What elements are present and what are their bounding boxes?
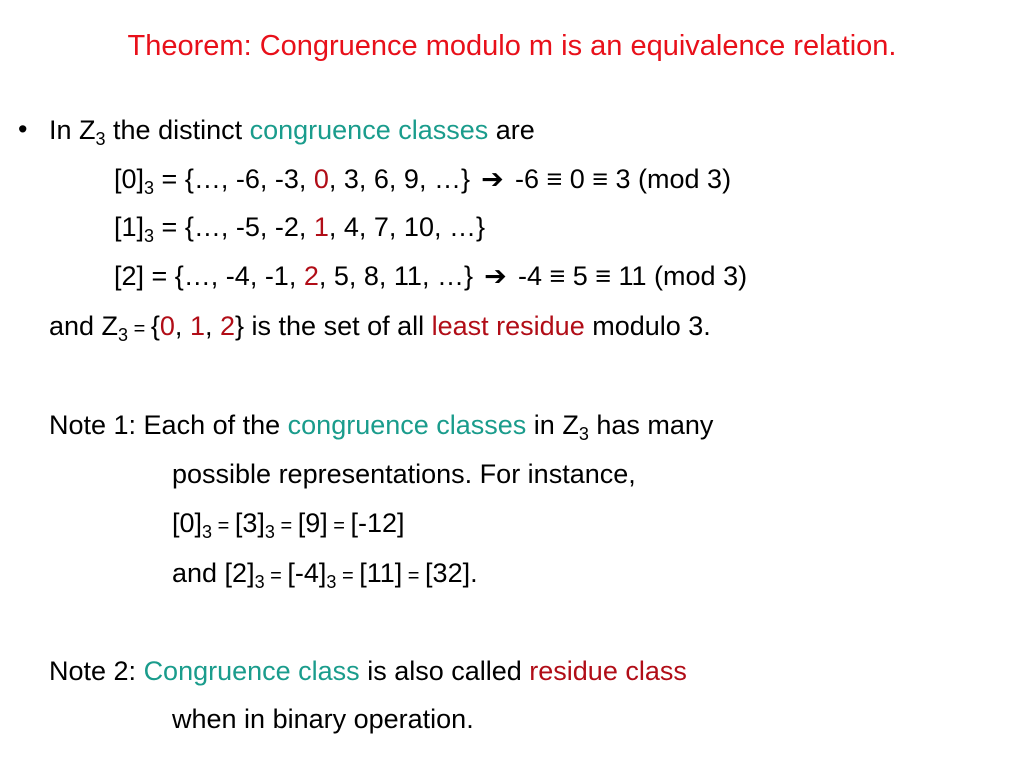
equals-sign: = xyxy=(274,515,298,537)
equals-sign: = xyxy=(336,565,360,587)
separator: , xyxy=(204,311,220,341)
rep-term: and [2] xyxy=(172,558,255,588)
intro-subscript: 3 xyxy=(95,129,106,149)
class-2-set: , 5, 8, 11, …} xyxy=(318,261,473,291)
class-2-line xyxy=(114,260,747,292)
slide-title: Theorem: Congruence modulo m is an equivalence relation. xyxy=(127,30,897,62)
class-1-label: [1] xyxy=(114,212,145,242)
arrow-right-icon: ➔ xyxy=(484,261,507,291)
residue-value-1: 1 xyxy=(189,311,205,341)
note-1-text: has many xyxy=(588,410,714,440)
equals-sign: = xyxy=(327,515,351,537)
equals-sign: = xyxy=(212,515,235,537)
note-1-line-2: possible representations. For instance, xyxy=(172,459,636,489)
note-1-text: Note 1: Each of the xyxy=(49,410,288,440)
rep-term: [-4] xyxy=(287,558,327,588)
note-1-text: in Z xyxy=(526,410,579,440)
highlight-residue-class: residue class xyxy=(529,656,687,686)
highlight-congruence-classes: congruence classes xyxy=(249,115,489,145)
rep-term: [-12] xyxy=(350,508,405,538)
class-0-set: , 3, 6, 9, …} xyxy=(328,164,470,194)
intro-text: In Z xyxy=(49,115,96,145)
class-0-residue: 0 xyxy=(313,164,329,194)
highlight-least-residue: least residue xyxy=(431,311,585,341)
representation-line-2 xyxy=(172,557,478,592)
residue-subscript: 3 xyxy=(118,325,129,345)
rep-term: [32]. xyxy=(425,558,478,588)
equals-sign: = xyxy=(128,318,151,340)
arrow-right-icon: ➔ xyxy=(481,164,504,194)
residue-text: and Z xyxy=(49,311,119,341)
residue-line xyxy=(49,310,711,345)
note-2-text: Note 2: xyxy=(49,656,144,686)
note-1-line xyxy=(49,409,714,444)
brace-open: { xyxy=(150,311,160,341)
class-2-congruence: -4 ≡ 5 ≡ 11 (mod 3) xyxy=(510,261,748,291)
intro-text: the distinct xyxy=(105,115,250,145)
rep-term: [11] xyxy=(359,558,403,588)
rep-term: [0] xyxy=(172,508,203,538)
class-1-residue: 1 xyxy=(313,212,329,242)
residue-text: } is the set of all xyxy=(235,311,432,341)
class-1-subscript: 3 xyxy=(144,226,155,246)
class-0-set: = {…, -6, -3, xyxy=(154,164,314,194)
note-1-subscript: 3 xyxy=(578,424,589,444)
note-2-text: is also called xyxy=(359,656,530,686)
class-2-residue: 2 xyxy=(303,261,319,291)
class-2-set: [2] = {…, -4, -1, xyxy=(114,261,304,291)
representation-line-1 xyxy=(172,507,405,542)
residue-text: modulo 3. xyxy=(584,311,711,341)
class-1-set: = {…, -5, -2, xyxy=(154,212,314,242)
residue-value-0: 0 xyxy=(159,311,175,341)
residue-value-2: 2 xyxy=(219,311,236,341)
rep-subscript: 3 xyxy=(254,572,265,592)
class-0-subscript: 3 xyxy=(144,178,155,198)
highlight-congruence-classes: congruence classes xyxy=(287,410,527,440)
class-1-set: , 4, 7, 10, …} xyxy=(328,212,485,242)
rep-term: [3] xyxy=(234,508,265,538)
equals-sign: = xyxy=(402,565,426,587)
rep-subscript: 3 xyxy=(326,572,337,592)
intro-line xyxy=(49,114,535,149)
note-2-line xyxy=(49,655,687,687)
separator: , xyxy=(174,311,190,341)
class-0-line xyxy=(114,163,732,198)
rep-term: [9] xyxy=(297,508,328,538)
rep-subscript: 3 xyxy=(202,522,213,542)
intro-text: are xyxy=(488,115,535,145)
bullet-icon: • xyxy=(18,114,28,144)
equals-sign: = xyxy=(264,565,288,587)
highlight-congruence-class: Congruence class xyxy=(143,656,360,686)
class-0-congruence: -6 ≡ 0 ≡ 3 (mod 3) xyxy=(507,164,732,194)
class-1-line xyxy=(114,211,485,246)
note-2-line-2: when in binary operation. xyxy=(172,704,474,734)
rep-subscript: 3 xyxy=(264,522,275,542)
class-0-label: [0] xyxy=(114,164,145,194)
